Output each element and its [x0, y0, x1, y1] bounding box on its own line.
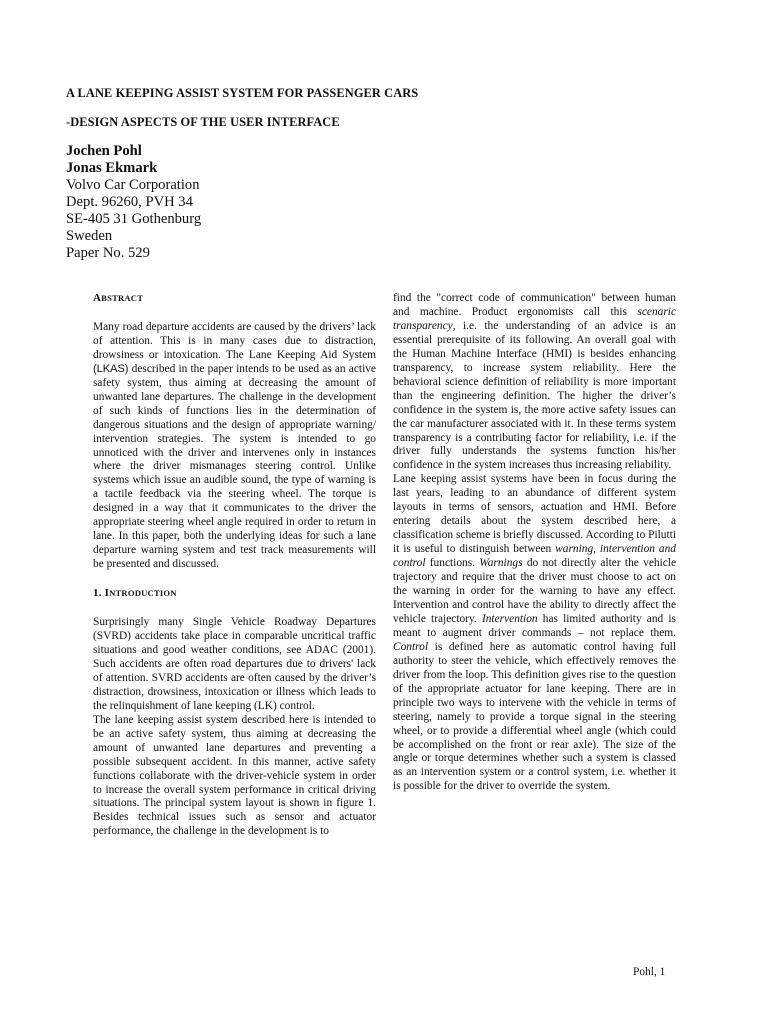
emphasis: Warnings: [479, 557, 523, 570]
text-run: Lane keeping assist systems have been in focus during the last years, leading to an abundance of different system layouts in terms of sensors, actuation and HMI. Before entering details about the system described here, a classification scheme is briefly discussed. According to Pilutti it is useful to distinguish between: [393, 473, 676, 556]
text-run: is defined here as automatic control having full authority to steer the vehicle, which effectively removes the driver from the loop. This definition gives rise to the question of the appropriate actuator for lane keeping. There are in principle two ways to intervene with the vehicle in terms of steering, namely to provide a torque signal in the steering wheel, or to provide a differential wheel angle (which could be accomplished on the front or rear axle). The size of the angle or torque determines whether such a system is classed as an intervention system or a control system, i.e. whether it is possible for the driver to override the system.: [393, 640, 676, 793]
emphasis: scenaric transparency: [393, 305, 676, 332]
text-run: has limited authority and is meant to augment driver commands – not replace them.: [393, 612, 676, 639]
heading-number: 1.: [93, 587, 105, 600]
body-paragraph: The lane keeping assist system described here is intended to be an active safety system, thus aiming at decreasing the amount of unwanted lane departures and preventing a possible subsequent accident. In this manner, active safety functions collaborate with the driver-vehicle system in order to increase the overall system performance in critical driving situations. The principal system layout is shown in figure 1. Besides technical issues such as sensor and actuator performance, the challenge in the development is to: [93, 713, 376, 838]
abstract-paragraph: [93, 321, 376, 572]
text-run: , i.e. the understanding of an advice is an essential prerequisite of its following. An overall goal with the Human Machine Interface (HMI) is besides enhancing transparency, to increase system reliability. Here the behavioral science definition of reliability is more important than the engineering definition. The higher the driver’s confidence in the system is, the more active safety issues can the car manufacturer associated with it. In these terms system transparency is a contributing factor for reliability, i.e. if the driver fully understands the systems function his/her confidence in the system increases thus increasing reliability.: [393, 319, 676, 472]
affiliation-line: SE-405 31 Gothenburg: [66, 211, 202, 227]
heading-rest: BSTRACT: [101, 293, 144, 303]
heading-initial: I: [104, 587, 110, 600]
text-run: described in the paper intends to be used as an active safety system, thus aiming at decreasing the amount of unwanted lane departures. The challenge in the development of such kinds of functions lies in the determination of dangerous situations and the design of appropriate warning/ intervention strategies. The system is intended to go unnoticed with the driver and intervenes only in instances where the driver mismanages steering control. Unlike systems which issue an audible sound, the type of warning is a tactile feedback via the steering wheel. The torque is designed in a way that it communicates to the driver the appropriate steering wheel angle required in order to return in lane. In this paper, both the underlying ideas for such a lane departure warning system and test track measurements will be presented and discussed.: [93, 362, 376, 571]
left-column: [93, 292, 376, 839]
emphasis: Control: [393, 640, 429, 653]
affiliation-line: Dept. 96260, PVH 34: [66, 194, 193, 210]
body-paragraph: Surprisingly many Single Vehicle Roadway Departures (SVRD) accidents take place in comparable uncritical traffic situations and good weather conditions, see ADAC (2001). Such accidents are often road departures due to drivers' lack of attention. SVRD accidents are often caused by the driver’s distraction, drowsiness, intoxication or illness which leads to the relinquishment of lane keeping (LK) control.: [93, 616, 376, 712]
author-name: Jochen Pohl: [66, 143, 142, 159]
author-name: Jonas Ekmark: [66, 160, 158, 176]
author-block: [66, 143, 201, 262]
emphasis: Intervention: [481, 612, 538, 625]
heading-initial: A: [93, 292, 102, 304]
right-column: [393, 292, 676, 794]
section-heading: [93, 587, 376, 601]
paper-subtitle: -DESIGN ASPECTS OF THE USER INTERFACE: [66, 115, 340, 129]
emphasis: warning, intervention and control: [393, 543, 676, 570]
text-run: find the "correct code of communication" between human and machine. Product ergonomists call this: [393, 292, 676, 318]
affiliation-line: Volvo Car Corporation: [66, 177, 200, 193]
text-run: Many road departure accidents are caused by the drivers’ lack of attention. This is in many cases due to distraction, drowsiness or intoxication. The Lane Keeping Aid System: [93, 320, 376, 361]
page-footer: Pohl, 1: [633, 966, 666, 978]
body-paragraph: [393, 292, 676, 473]
paper-number: Paper No. 529: [66, 245, 150, 261]
affiliation-line: Sweden: [66, 228, 113, 244]
text-run: do not directly alter the vehicle trajectory and require that the driver must choose to act on the warning in order for the warning to have any effect. Intervention and control have the ability to directly affect the vehicle trajectory.: [393, 557, 677, 625]
abstract-heading: [93, 292, 376, 306]
text-run: (LKAS): [93, 362, 129, 375]
paper-title: A LANE KEEPING ASSIST SYSTEM FOR PASSENGER CARS: [66, 86, 419, 100]
text-run: functions.: [425, 557, 480, 570]
heading-rest: NTRODUCTION: [109, 588, 177, 599]
body-paragraph: [393, 473, 676, 794]
